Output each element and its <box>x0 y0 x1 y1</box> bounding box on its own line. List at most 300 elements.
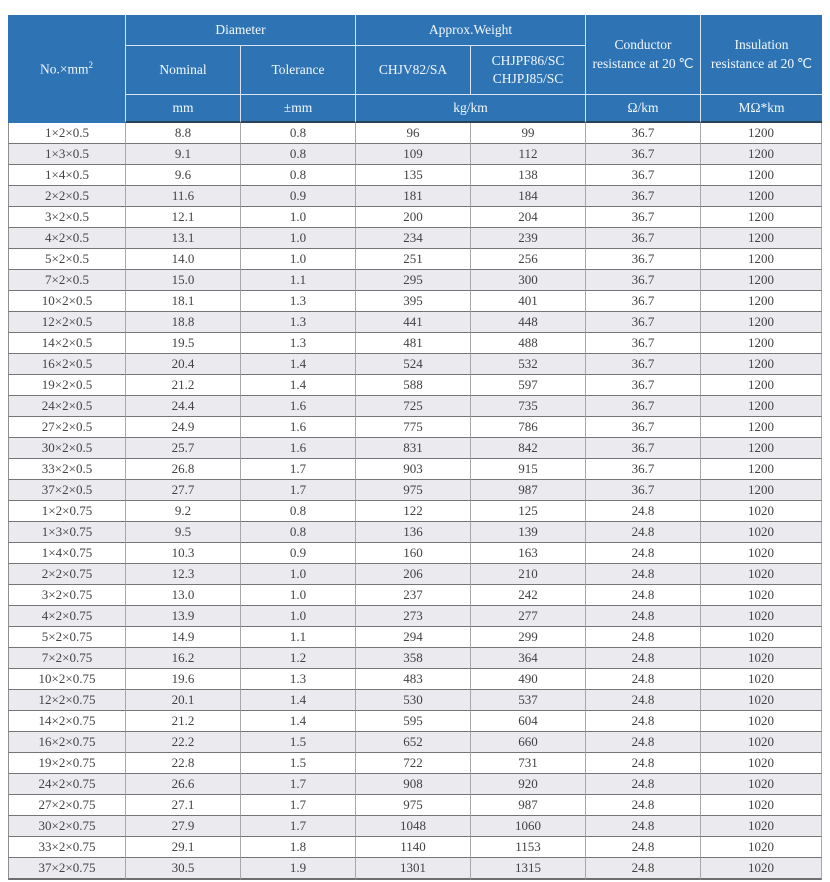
cell-insulation-resistance: 1020 <box>700 773 822 794</box>
cell-weight-chjv82-sa: 1301 <box>355 857 470 880</box>
cell-weight-chjpf86-chjpj85: 210 <box>470 563 585 584</box>
cell-conductor-resistance: 24.8 <box>585 689 700 710</box>
cell-conductor-resistance: 24.8 <box>585 731 700 752</box>
cell-insulation-resistance: 1020 <box>700 668 822 689</box>
cell-nominal-diameter: 14.0 <box>125 248 240 269</box>
table-row <box>8 332 822 353</box>
cell-insulation-resistance: 1200 <box>700 395 822 416</box>
table-row <box>8 647 822 668</box>
cell-tolerance: 1.7 <box>240 794 355 815</box>
cell-nominal-diameter: 20.4 <box>125 353 240 374</box>
cell-tolerance: 0.8 <box>240 123 355 143</box>
table-row <box>8 437 822 458</box>
table-row <box>8 248 822 269</box>
cell-tolerance: 1.1 <box>240 269 355 290</box>
cell-weight-chjpf86-chjpj85: 277 <box>470 605 585 626</box>
table-row <box>8 395 822 416</box>
cell-weight-chjpf86-chjpj85: 490 <box>470 668 585 689</box>
cell-nominal-diameter: 22.2 <box>125 731 240 752</box>
cell-weight-chjpf86-chjpj85: 299 <box>470 626 585 647</box>
cell-insulation-resistance: 1200 <box>700 206 822 227</box>
cell-no: 1×3×0.5 <box>8 143 125 164</box>
header-no-mm2-label: No.×mm <box>40 61 89 77</box>
cell-tolerance: 1.4 <box>240 374 355 395</box>
cell-nominal-diameter: 21.2 <box>125 710 240 731</box>
cell-no: 33×2×0.75 <box>8 836 125 857</box>
cell-nominal-diameter: 9.5 <box>125 521 240 542</box>
cell-tolerance: 0.8 <box>240 164 355 185</box>
cell-insulation-resistance: 1020 <box>700 542 822 563</box>
cell-tolerance: 1.9 <box>240 857 355 880</box>
cell-tolerance: 1.1 <box>240 626 355 647</box>
cell-weight-chjpf86-chjpj85: 1315 <box>470 857 585 880</box>
table-row <box>8 227 822 248</box>
cell-weight-chjv82-sa: 530 <box>355 689 470 710</box>
table-row <box>8 563 822 584</box>
cell-nominal-diameter: 24.9 <box>125 416 240 437</box>
cell-no: 1×4×0.5 <box>8 164 125 185</box>
cell-weight-chjv82-sa: 588 <box>355 374 470 395</box>
unit-kg-km: kg/km <box>355 94 585 123</box>
cell-tolerance: 1.5 <box>240 731 355 752</box>
cell-insulation-resistance: 1200 <box>700 479 822 500</box>
cell-tolerance: 0.9 <box>240 542 355 563</box>
cell-weight-chjv82-sa: 109 <box>355 143 470 164</box>
cell-no: 24×2×0.75 <box>8 773 125 794</box>
cell-nominal-diameter: 26.8 <box>125 458 240 479</box>
cell-conductor-resistance: 24.8 <box>585 584 700 605</box>
table-row <box>8 164 822 185</box>
header-tolerance: Tolerance <box>240 45 355 94</box>
cell-tolerance: 1.7 <box>240 773 355 794</box>
cell-nominal-diameter: 9.2 <box>125 500 240 521</box>
cell-conductor-resistance: 36.7 <box>585 185 700 206</box>
header-row-units <box>8 94 822 123</box>
cell-nominal-diameter: 10.3 <box>125 542 240 563</box>
cell-no: 10×2×0.75 <box>8 668 125 689</box>
cell-weight-chjpf86-chjpj85: 256 <box>470 248 585 269</box>
table-row <box>8 731 822 752</box>
cell-nominal-diameter: 12.1 <box>125 206 240 227</box>
cell-insulation-resistance: 1020 <box>700 689 822 710</box>
cell-nominal-diameter: 9.1 <box>125 143 240 164</box>
cell-weight-chjpf86-chjpj85: 987 <box>470 794 585 815</box>
cell-weight-chjpf86-chjpj85: 125 <box>470 500 585 521</box>
table-row <box>8 500 822 521</box>
header-approx-weight: Approx.Weight <box>355 15 585 45</box>
cell-nominal-diameter: 27.1 <box>125 794 240 815</box>
cell-weight-chjpf86-chjpj85: 99 <box>470 123 585 143</box>
cell-insulation-resistance: 1020 <box>700 731 822 752</box>
cell-conductor-resistance: 24.8 <box>585 794 700 815</box>
cell-nominal-diameter: 8.8 <box>125 123 240 143</box>
cell-weight-chjpf86-chjpj85: 239 <box>470 227 585 248</box>
header-chjv82-sa: CHJV82/SA <box>355 45 470 94</box>
cell-no: 16×2×0.75 <box>8 731 125 752</box>
cell-no: 30×2×0.75 <box>8 815 125 836</box>
cell-nominal-diameter: 25.7 <box>125 437 240 458</box>
cell-insulation-resistance: 1200 <box>700 164 822 185</box>
table-row <box>8 353 822 374</box>
cell-conductor-resistance: 24.8 <box>585 563 700 584</box>
cell-nominal-diameter: 19.6 <box>125 668 240 689</box>
table-row <box>8 626 822 647</box>
cell-weight-chjpf86-chjpj85: 139 <box>470 521 585 542</box>
cell-conductor-resistance: 36.7 <box>585 143 700 164</box>
cell-conductor-resistance: 36.7 <box>585 248 700 269</box>
cell-conductor-resistance: 36.7 <box>585 353 700 374</box>
cell-weight-chjpf86-chjpj85: 1060 <box>470 815 585 836</box>
cell-no: 12×2×0.5 <box>8 311 125 332</box>
cell-tolerance: 0.8 <box>240 143 355 164</box>
cell-no: 7×2×0.75 <box>8 647 125 668</box>
cell-weight-chjv82-sa: 481 <box>355 332 470 353</box>
cell-weight-chjpf86-chjpj85: 364 <box>470 647 585 668</box>
cell-no: 2×2×0.5 <box>8 185 125 206</box>
cell-no: 27×2×0.5 <box>8 416 125 437</box>
cell-conductor-resistance: 24.8 <box>585 857 700 880</box>
cell-no: 14×2×0.75 <box>8 710 125 731</box>
cell-no: 19×2×0.75 <box>8 752 125 773</box>
cell-weight-chjv82-sa: 483 <box>355 668 470 689</box>
cell-no: 5×2×0.75 <box>8 626 125 647</box>
cell-no: 1×3×0.75 <box>8 521 125 542</box>
cell-insulation-resistance: 1200 <box>700 290 822 311</box>
header-chjpf86-chjpj85: CHJPF86/SC CHJPJ85/SC <box>470 45 585 94</box>
header-insulation-resistance: Insulation resistance at 20 ℃ <box>700 15 822 94</box>
cell-conductor-resistance: 36.7 <box>585 164 700 185</box>
cell-no: 3×2×0.5 <box>8 206 125 227</box>
cell-tolerance: 1.2 <box>240 647 355 668</box>
cell-tolerance: 1.0 <box>240 563 355 584</box>
cell-insulation-resistance: 1020 <box>700 752 822 773</box>
cell-insulation-resistance: 1200 <box>700 437 822 458</box>
cell-insulation-resistance: 1200 <box>700 123 822 143</box>
cell-weight-chjpf86-chjpj85: 731 <box>470 752 585 773</box>
cell-conductor-resistance: 36.7 <box>585 311 700 332</box>
cell-weight-chjpf86-chjpj85: 300 <box>470 269 585 290</box>
cell-weight-chjpf86-chjpj85: 597 <box>470 374 585 395</box>
cell-tolerance: 1.6 <box>240 416 355 437</box>
cell-conductor-resistance: 24.8 <box>585 647 700 668</box>
cell-conductor-resistance: 36.7 <box>585 395 700 416</box>
cell-weight-chjpf86-chjpj85: 204 <box>470 206 585 227</box>
cell-conductor-resistance: 24.8 <box>585 836 700 857</box>
cell-tolerance: 1.0 <box>240 248 355 269</box>
cell-conductor-resistance: 24.8 <box>585 542 700 563</box>
header-row-groups <box>8 15 822 45</box>
cell-nominal-diameter: 27.7 <box>125 479 240 500</box>
cell-conductor-resistance: 36.7 <box>585 123 700 143</box>
cell-conductor-resistance: 24.8 <box>585 605 700 626</box>
cell-no: 37×2×0.75 <box>8 857 125 880</box>
header-nominal: Nominal <box>125 45 240 94</box>
cell-conductor-resistance: 36.7 <box>585 332 700 353</box>
cell-insulation-resistance: 1200 <box>700 269 822 290</box>
cell-weight-chjpf86-chjpj85: 987 <box>470 479 585 500</box>
cell-weight-chjv82-sa: 273 <box>355 605 470 626</box>
cell-no: 30×2×0.5 <box>8 437 125 458</box>
cell-nominal-diameter: 24.4 <box>125 395 240 416</box>
cell-tolerance: 1.0 <box>240 227 355 248</box>
table-row <box>8 605 822 626</box>
cell-insulation-resistance: 1020 <box>700 857 822 880</box>
cell-weight-chjv82-sa: 294 <box>355 626 470 647</box>
cell-tolerance: 1.0 <box>240 206 355 227</box>
cell-tolerance: 1.7 <box>240 479 355 500</box>
cell-no: 4×2×0.5 <box>8 227 125 248</box>
cell-conductor-resistance: 24.8 <box>585 521 700 542</box>
cell-conductor-resistance: 24.8 <box>585 752 700 773</box>
table-row <box>8 836 822 857</box>
cell-no: 37×2×0.5 <box>8 479 125 500</box>
cell-no: 1×2×0.75 <box>8 500 125 521</box>
cell-tolerance: 1.3 <box>240 668 355 689</box>
cell-weight-chjv82-sa: 595 <box>355 710 470 731</box>
cell-conductor-resistance: 36.7 <box>585 479 700 500</box>
unit-ohm-km: Ω/km <box>585 94 700 123</box>
table-row <box>8 374 822 395</box>
cell-weight-chjv82-sa: 975 <box>355 794 470 815</box>
cell-weight-chjpf86-chjpj85: 138 <box>470 164 585 185</box>
cell-nominal-diameter: 13.0 <box>125 584 240 605</box>
cell-no: 27×2×0.75 <box>8 794 125 815</box>
cell-insulation-resistance: 1020 <box>700 815 822 836</box>
cell-tolerance: 1.7 <box>240 815 355 836</box>
cell-weight-chjv82-sa: 234 <box>355 227 470 248</box>
cell-insulation-resistance: 1200 <box>700 248 822 269</box>
cell-weight-chjv82-sa: 136 <box>355 521 470 542</box>
cell-weight-chjv82-sa: 441 <box>355 311 470 332</box>
cell-insulation-resistance: 1200 <box>700 416 822 437</box>
cell-nominal-diameter: 19.5 <box>125 332 240 353</box>
cell-insulation-resistance: 1020 <box>700 521 822 542</box>
cell-insulation-resistance: 1020 <box>700 710 822 731</box>
cell-weight-chjpf86-chjpj85: 660 <box>470 731 585 752</box>
table-body <box>8 123 822 880</box>
cell-no: 3×2×0.75 <box>8 584 125 605</box>
cell-no: 1×2×0.5 <box>8 123 125 143</box>
table-row <box>8 458 822 479</box>
cell-weight-chjpf86-chjpj85: 604 <box>470 710 585 731</box>
cell-weight-chjv82-sa: 831 <box>355 437 470 458</box>
cell-weight-chjpf86-chjpj85: 184 <box>470 185 585 206</box>
cell-conductor-resistance: 24.8 <box>585 773 700 794</box>
cell-conductor-resistance: 24.8 <box>585 815 700 836</box>
table-header <box>8 15 822 123</box>
cell-insulation-resistance: 1020 <box>700 563 822 584</box>
cell-no: 1×4×0.75 <box>8 542 125 563</box>
cell-no: 16×2×0.5 <box>8 353 125 374</box>
cell-nominal-diameter: 15.0 <box>125 269 240 290</box>
cell-insulation-resistance: 1200 <box>700 311 822 332</box>
cell-conductor-resistance: 24.8 <box>585 710 700 731</box>
cable-spec-table <box>8 15 822 880</box>
cell-nominal-diameter: 30.5 <box>125 857 240 880</box>
table-row <box>8 794 822 815</box>
table-row <box>8 269 822 290</box>
cell-insulation-resistance: 1200 <box>700 458 822 479</box>
cell-insulation-resistance: 1200 <box>700 185 822 206</box>
cell-weight-chjv82-sa: 122 <box>355 500 470 521</box>
cell-weight-chjv82-sa: 160 <box>355 542 470 563</box>
cell-tolerance: 1.6 <box>240 395 355 416</box>
table-row <box>8 479 822 500</box>
table-row <box>8 123 822 143</box>
table-row <box>8 773 822 794</box>
cell-weight-chjv82-sa: 206 <box>355 563 470 584</box>
cell-weight-chjv82-sa: 722 <box>355 752 470 773</box>
cell-weight-chjpf86-chjpj85: 488 <box>470 332 585 353</box>
cell-weight-chjpf86-chjpj85: 920 <box>470 773 585 794</box>
cell-conductor-resistance: 36.7 <box>585 437 700 458</box>
cell-conductor-resistance: 24.8 <box>585 626 700 647</box>
cell-no: 24×2×0.5 <box>8 395 125 416</box>
table-row <box>8 143 822 164</box>
cell-tolerance: 1.4 <box>240 353 355 374</box>
cell-weight-chjv82-sa: 395 <box>355 290 470 311</box>
cell-no: 4×2×0.75 <box>8 605 125 626</box>
cell-nominal-diameter: 20.1 <box>125 689 240 710</box>
cell-conductor-resistance: 36.7 <box>585 206 700 227</box>
cell-weight-chjv82-sa: 251 <box>355 248 470 269</box>
unit-mm: mm <box>125 94 240 123</box>
cell-tolerance: 1.0 <box>240 584 355 605</box>
table-row <box>8 857 822 880</box>
cell-weight-chjpf86-chjpj85: 735 <box>470 395 585 416</box>
cell-weight-chjv82-sa: 200 <box>355 206 470 227</box>
cell-no: 33×2×0.5 <box>8 458 125 479</box>
cell-weight-chjpf86-chjpj85: 112 <box>470 143 585 164</box>
cell-weight-chjpf86-chjpj85: 163 <box>470 542 585 563</box>
header-no-mm2-sup: 2 <box>88 60 93 71</box>
cell-weight-chjpf86-chjpj85: 842 <box>470 437 585 458</box>
cell-tolerance: 1.0 <box>240 605 355 626</box>
cell-tolerance: 1.4 <box>240 689 355 710</box>
cell-nominal-diameter: 22.8 <box>125 752 240 773</box>
cell-tolerance: 1.4 <box>240 710 355 731</box>
cell-insulation-resistance: 1200 <box>700 332 822 353</box>
header-conductor-resistance: Conductor resistance at 20 ℃ <box>585 15 700 94</box>
cell-nominal-diameter: 29.1 <box>125 836 240 857</box>
cell-weight-chjv82-sa: 1048 <box>355 815 470 836</box>
unit-plusminus-mm: ±mm <box>240 94 355 123</box>
cell-nominal-diameter: 16.2 <box>125 647 240 668</box>
table-row <box>8 416 822 437</box>
table-row <box>8 584 822 605</box>
cell-tolerance: 1.6 <box>240 437 355 458</box>
cell-tolerance: 1.3 <box>240 311 355 332</box>
table-row <box>8 668 822 689</box>
cell-insulation-resistance: 1020 <box>700 647 822 668</box>
cell-nominal-diameter: 26.6 <box>125 773 240 794</box>
cell-weight-chjpf86-chjpj85: 786 <box>470 416 585 437</box>
cell-no: 2×2×0.75 <box>8 563 125 584</box>
cell-tolerance: 1.5 <box>240 752 355 773</box>
cell-weight-chjv82-sa: 524 <box>355 353 470 374</box>
cell-no: 5×2×0.5 <box>8 248 125 269</box>
cell-nominal-diameter: 13.1 <box>125 227 240 248</box>
cell-insulation-resistance: 1200 <box>700 143 822 164</box>
cell-tolerance: 0.9 <box>240 185 355 206</box>
header-no-mm2 <box>8 15 125 123</box>
table-row <box>8 206 822 227</box>
cell-no: 10×2×0.5 <box>8 290 125 311</box>
cell-nominal-diameter: 12.3 <box>125 563 240 584</box>
cell-nominal-diameter: 14.9 <box>125 626 240 647</box>
cell-insulation-resistance: 1020 <box>700 500 822 521</box>
cell-tolerance: 1.8 <box>240 836 355 857</box>
cell-insulation-resistance: 1020 <box>700 836 822 857</box>
cell-conductor-resistance: 36.7 <box>585 416 700 437</box>
cell-insulation-resistance: 1020 <box>700 605 822 626</box>
table-row <box>8 710 822 731</box>
cell-insulation-resistance: 1020 <box>700 794 822 815</box>
cell-weight-chjv82-sa: 908 <box>355 773 470 794</box>
table-row <box>8 521 822 542</box>
cell-nominal-diameter: 9.6 <box>125 164 240 185</box>
cell-tolerance: 0.8 <box>240 521 355 542</box>
cell-weight-chjv82-sa: 237 <box>355 584 470 605</box>
cell-insulation-resistance: 1200 <box>700 353 822 374</box>
cell-weight-chjpf86-chjpj85: 532 <box>470 353 585 374</box>
table-row <box>8 542 822 563</box>
cell-weight-chjv82-sa: 975 <box>355 479 470 500</box>
cell-conductor-resistance: 24.8 <box>585 500 700 521</box>
cell-no: 14×2×0.5 <box>8 332 125 353</box>
cell-conductor-resistance: 36.7 <box>585 269 700 290</box>
cell-tolerance: 0.8 <box>240 500 355 521</box>
cell-no: 19×2×0.5 <box>8 374 125 395</box>
cell-nominal-diameter: 18.8 <box>125 311 240 332</box>
cell-weight-chjpf86-chjpj85: 915 <box>470 458 585 479</box>
cell-weight-chjv82-sa: 135 <box>355 164 470 185</box>
cell-nominal-diameter: 11.6 <box>125 185 240 206</box>
cell-weight-chjv82-sa: 358 <box>355 647 470 668</box>
cell-no: 7×2×0.5 <box>8 269 125 290</box>
cell-weight-chjv82-sa: 1140 <box>355 836 470 857</box>
cell-nominal-diameter: 18.1 <box>125 290 240 311</box>
cell-insulation-resistance: 1200 <box>700 227 822 248</box>
cell-insulation-resistance: 1200 <box>700 374 822 395</box>
cell-conductor-resistance: 36.7 <box>585 458 700 479</box>
header-diameter: Diameter <box>125 15 355 45</box>
cell-conductor-resistance: 36.7 <box>585 290 700 311</box>
table-row <box>8 815 822 836</box>
table-row <box>8 185 822 206</box>
cell-weight-chjv82-sa: 725 <box>355 395 470 416</box>
cell-conductor-resistance: 36.7 <box>585 227 700 248</box>
unit-mohm-km: MΩ*km <box>700 94 822 123</box>
cell-weight-chjpf86-chjpj85: 242 <box>470 584 585 605</box>
cell-weight-chjv82-sa: 96 <box>355 123 470 143</box>
cell-insulation-resistance: 1020 <box>700 584 822 605</box>
table-row <box>8 290 822 311</box>
cell-conductor-resistance: 24.8 <box>585 668 700 689</box>
cell-conductor-resistance: 36.7 <box>585 374 700 395</box>
cell-insulation-resistance: 1020 <box>700 626 822 647</box>
cell-weight-chjv82-sa: 775 <box>355 416 470 437</box>
cell-nominal-diameter: 27.9 <box>125 815 240 836</box>
cell-weight-chjpf86-chjpj85: 1153 <box>470 836 585 857</box>
cell-tolerance: 1.3 <box>240 332 355 353</box>
table-row <box>8 689 822 710</box>
cell-weight-chjpf86-chjpj85: 401 <box>470 290 585 311</box>
cell-weight-chjv82-sa: 652 <box>355 731 470 752</box>
table-row <box>8 752 822 773</box>
cell-weight-chjv82-sa: 903 <box>355 458 470 479</box>
cell-tolerance: 1.3 <box>240 290 355 311</box>
